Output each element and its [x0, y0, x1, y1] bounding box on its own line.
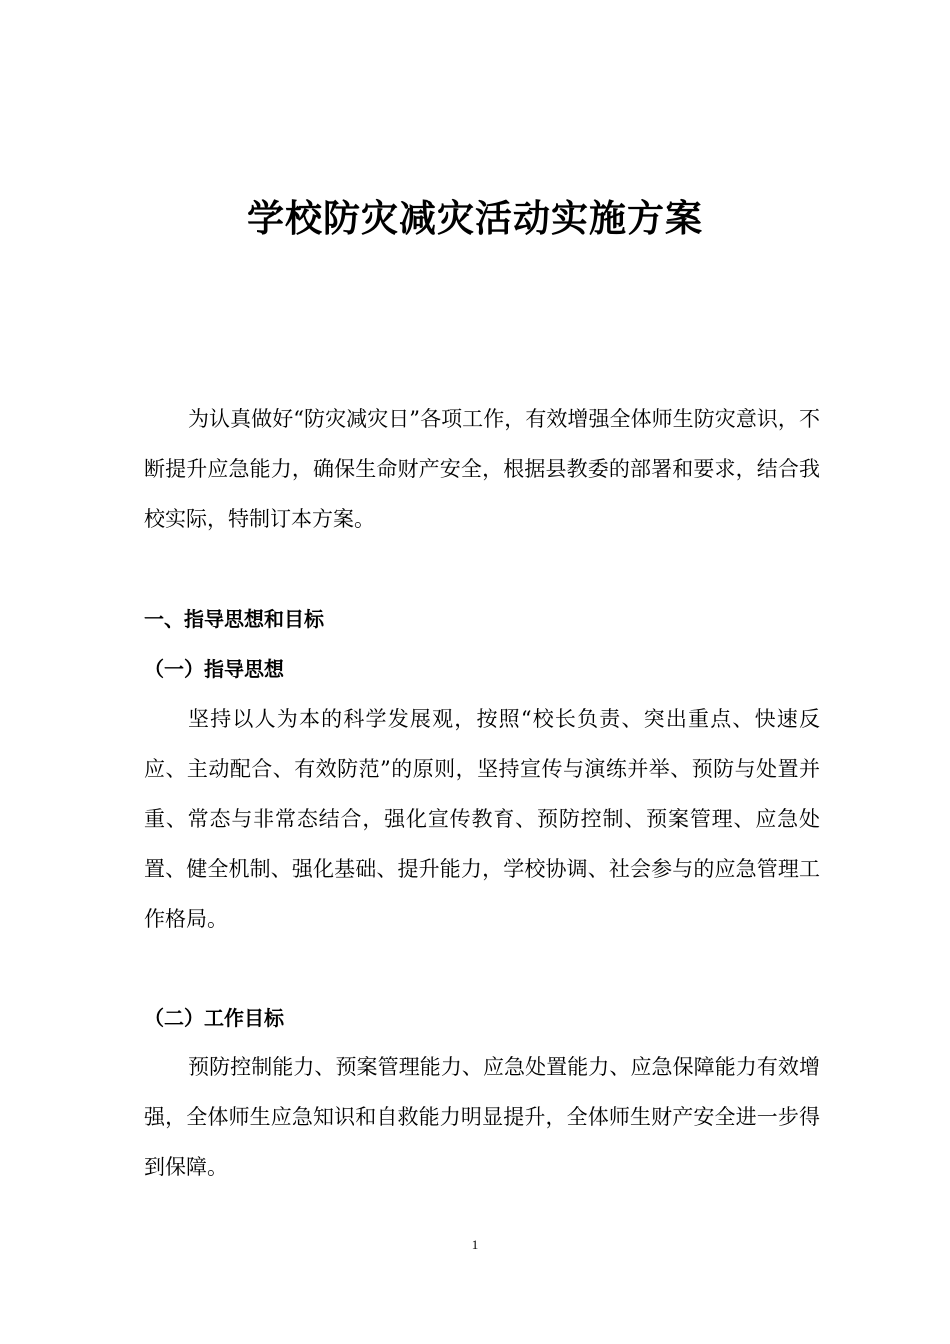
work-goals-paragraph: 预防控制能力、预案管理能力、应急处置能力、应急保障能力有效增强，全体师生应急知识和自救能力明显提升，全体师生财产安全进一步得到保障。 — [144, 1055, 820, 1179]
guiding-thought-paragraph: 坚持以人为本的科学发展观，按照“校长负责、突出重点、快速反应、主动配合、有效防范”的原则，坚持宣传与演练并举、预防与处置并重、常态与非常态结合，强化宣传教育、预防控制、预案管理、应急处置、健全机制、强化基础、提升能力，学校协调、社会参与的应急管理工作格局。 — [144, 707, 820, 931]
section-heading-guiding-thought-and-goals: 一、指导思想和目标 — [144, 607, 324, 631]
subsection-heading-work-goals: （二）工作目标 — [144, 1006, 284, 1030]
intro-paragraph: 为认真做好“防灾减灾日”各项工作，有效增强全体师生防灾意识，不断提升应急能力，确保生命财产安全，根据县教委的部署和要求，结合我校实际，特制订本方案。 — [144, 407, 820, 531]
document-title: 学校防灾减灾活动实施方案 — [247, 196, 703, 240]
subsection-heading-guiding-thought: （一）指导思想 — [144, 657, 284, 681]
page-number: 1 — [471, 1237, 479, 1252]
